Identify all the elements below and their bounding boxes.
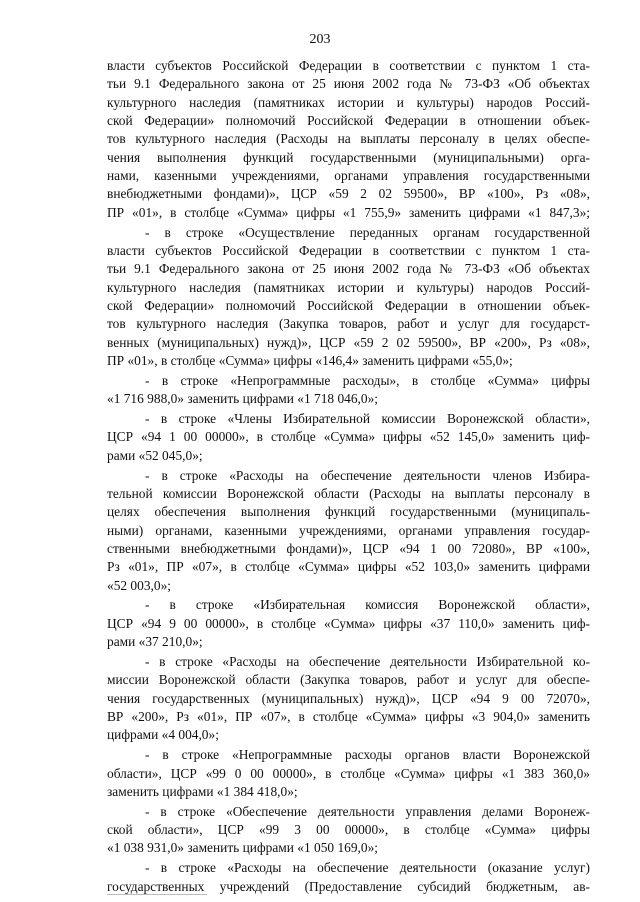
text-line: цифрами «4 004,0»; [107,727,219,743]
text-line: - в строке «Расходы на обеспечение деятельности членов Избира- [145,467,590,483]
text-line: - в строке «Непрограммные расходы», в столбце «Сумма» цифры [145,372,590,388]
document-body [107,57,590,897]
text-line: ственными внебюджетными фондами)», ЦСР «94 1 00 72080», ВР «100», [107,540,590,556]
paragraph [107,746,590,801]
paragraph [107,653,590,745]
text-line: тов культурного наследия (Закупка товаров, работ и услуг для государст- [107,316,590,332]
text-line: ской Федерации» полномочий Российской Федерации в отношении объек- [107,113,590,129]
paragraph [107,410,590,465]
text-line: государственных учреждений (Предоставление субсидий бюджетным, ав- [107,878,590,894]
paragraph [107,596,590,651]
text-line: - в строке «Расходы на обеспечение деятельности (оказание услуг) [145,860,590,876]
text-line: «52 003,0»; [107,577,171,593]
paragraph [107,372,590,409]
page-number: 203 [309,32,331,47]
text-line: тельной комиссии Воронежской области (Расходы на выплаты персоналу в [107,485,590,501]
text-line: культурного наследия (памятниках истории и культуры) народов Россий- [107,279,590,295]
paragraph [107,224,590,371]
text-line: «1 038 931,0» заменить цифрами «1 050 169,0»; [107,840,378,856]
text-line: тов культурного наследия (Расходы на выплаты персоналу в целях обеспе- [107,131,590,147]
text-line: ЦСР «94 1 00 00000», в столбце «Сумма» цифры «52 145,0» заменить циф- [107,429,590,445]
text-line: рами «37 210,0»; [107,634,203,650]
text-line: миссии Воронежской области (Закупка товаров, работ и услуг для обеспе- [107,672,590,688]
text-line: Рз «01», ПР «07», в столбце «Сумма» цифры «52 103,0» заменить цифрами [107,559,590,575]
text-line: - в строке «Члены Избирательной комиссии Воронежской области», [145,411,590,427]
text-line: области», ЦСР «99 0 00 00000», в столбце «Сумма» цифры «1 383 360,0» [107,765,590,781]
text-line: тьи 9.1 Федерального закона от 25 июня 2002 года № 73-ФЗ «Об объектах [107,76,590,92]
text-line: рами «52 045,0»; [107,447,203,463]
text-line: ПР «01», в столбце «Сумма» цифры «146,4» заменить цифрами «55,0»; [107,353,513,368]
text-line: ВР «200», Рз «01», ПР «07», в столбце «Сумма» цифры «3 904,0» заменить [107,709,590,725]
paragraph [107,467,590,595]
text-line: - в строке «Избирательная комиссия Воронежской области», [145,597,590,613]
text-line: целях обеспечения выполнения функций государственными (муниципаль- [107,504,590,520]
text-line: тьи 9.1 Федерального закона от 25 июня 2002 года № 73-ФЗ «Об объектах [107,261,590,277]
text-line: - в строке «Осуществление переданных органам государственной [145,224,590,240]
text-line: заменить цифрами «1 384 418,0»; [107,783,298,799]
text-line: ными) органами, казенными учреждениями, органами управления государ- [107,522,590,538]
text-line: власти субъектов Российской Федерации в соответствии с пунктом 1 ста- [107,58,590,73]
text-line: - в строке «Расходы на обеспечение деятельности Избирательной ко- [145,654,590,669]
text-line: - в строке «Непрограммные расходы органов власти Воронежской [145,747,590,763]
text-line: ПР «01», в столбце «Сумма» цифры «1 755,9» заменить цифрами «1 847,3»; [107,204,590,220]
text-line: культурного наследия (памятниках истории и культуры) народов Россий- [107,94,590,110]
text-line: ской области», ЦСР «99 3 00 00000», в столбце «Сумма» цифры [107,822,590,838]
page-footer-rule [107,894,207,895]
text-line: венных (муниципальных) нужд)», ЦСР «59 2 02 59500», ВР «200», Рз «08», [107,334,590,350]
text-line: «1 716 988,0» заменить цифрами «1 718 046,0»; [107,391,378,407]
paragraph [107,57,590,222]
paragraph [107,803,590,858]
text-line: внебюджетными фондами)», ЦСР «59 2 02 59500», ВР «100», Рз «08», [107,186,590,202]
text-line: чения выполнения функций государственными (муниципальными) орга- [107,149,590,165]
text-line: чения государственных (муниципальных) нужд)», ЦСР «94 9 00 72070», [107,690,590,706]
text-line: ской Федерации» полномочий Российской Федерации в отношении объек- [107,297,590,313]
text-line: власти субъектов Российской Федерации в соответствии с пунктом 1 ста- [107,242,590,258]
text-line: ЦСР «94 9 00 00000», в столбце «Сумма» цифры «37 110,0» заменить циф- [107,615,590,631]
paragraph [107,859,590,896]
text-line: нами, казенными учреждениями, органами управления государственными [107,168,590,184]
text-line: - в строке «Обеспечение деятельности управления делами Воронеж- [145,803,590,819]
